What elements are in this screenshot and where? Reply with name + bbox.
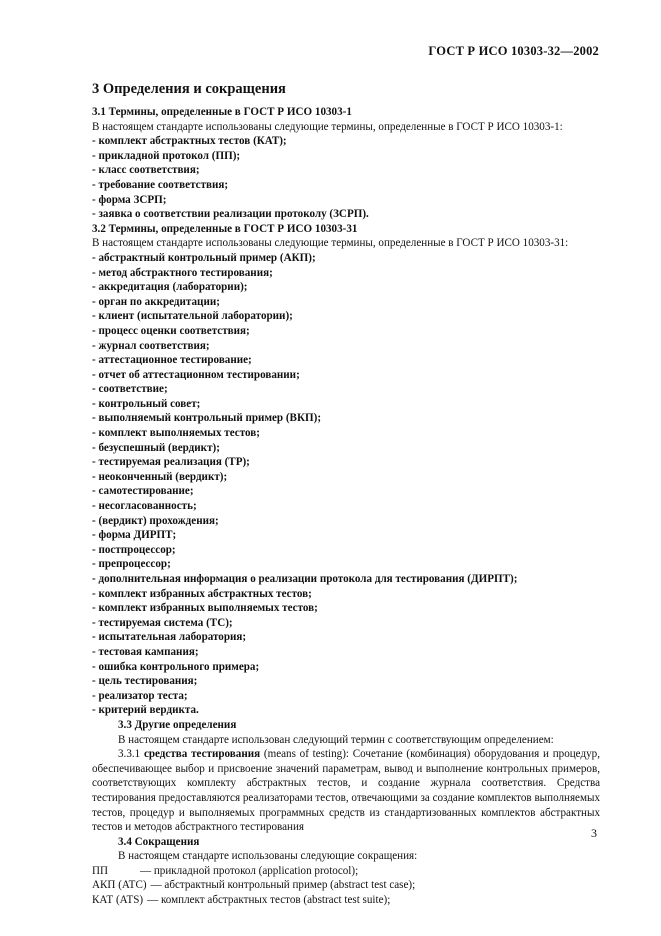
- term-list-item: - клиент (испытательной лаборатории);: [92, 310, 293, 323]
- definition-body: (means of testing): Сочетание (комбинация) оборудования и процедур, обеспечивающее выбор и присвоение значений параметрам, вывод и выполнение контрольных примеров, соответствующих комплекту абстрактных тестов, и создание журнала соответствия. Средства тестирования предоставляются реализаторами тестов, отвечающими за создание комплектов выполняемых тестов, процедур и выполняемых программных средств из стандартизованных комплектов абстрактных тестов и методов абстрактного тестирования: [92, 748, 600, 834]
- term-list-item: - несогласованность;: [92, 500, 197, 513]
- abbreviation-key: КАТ (ATS): [92, 894, 144, 907]
- term-list-item: - процесс оценки соответствия;: [92, 324, 250, 337]
- abbreviation-value: — абстрактный контрольный пример (abstract test case);: [150, 879, 416, 892]
- subsection-3-3-intro: В настоящем стандарте использован следующий термин с соответствующим определением:: [118, 733, 554, 746]
- term-list-item: - дополнительная информация о реализации протокола для тестирования (ДИРПТ);: [92, 573, 518, 585]
- subsection-3-1-heading: 3.1 Термины, определенные в ГОСТ Р ИСО 10303-1: [92, 106, 352, 118]
- definition-3-3-1: [92, 747, 600, 835]
- document-body: [92, 105, 600, 908]
- abbreviation-value: — комплект абстрактных тестов (abstract test suite);: [147, 894, 391, 907]
- term-list-item: - форма ЗСРП;: [92, 193, 167, 206]
- term-list-item: - контрольный совет;: [92, 397, 201, 410]
- subsection-3-3-heading: 3.3 Другие определения: [118, 718, 237, 731]
- term-list-item: - требование соответствия;: [92, 178, 229, 191]
- section-title: 3 Определения и сокращения: [92, 81, 286, 97]
- term-list-item: - отчет об аттестационном тестировании;: [92, 368, 300, 381]
- subsection-3-1-intro: В настоящем стандарте использованы следующие термины, определенные в ГОСТ Р ИСО 10303-1:: [92, 120, 563, 133]
- term-list-item: - тестовая кампания;: [92, 645, 199, 658]
- abbreviations-list: [92, 864, 600, 908]
- terms-list-3-2: [92, 251, 600, 718]
- term-list-item: - комплект избранных выполняемых тестов;: [92, 602, 318, 615]
- term-list-item: - препроцессор;: [92, 558, 171, 571]
- term-list-item: - комплект выполняемых тестов;: [92, 427, 260, 440]
- term-list-item: - аттестационное тестирование;: [92, 354, 252, 367]
- page-number: 3: [591, 826, 597, 840]
- definition-number: 3.3.1: [118, 748, 141, 761]
- subsection-3-4-intro: В настоящем стандарте использованы следующие сокращения:: [118, 850, 418, 863]
- abbreviation-key: ПП: [92, 864, 109, 877]
- term-list-item: - тестируемая система (ТС);: [92, 616, 233, 629]
- term-list-item: - безуспешный (вердикт);: [92, 441, 220, 454]
- term-list-item: - абстрактный контрольный пример (АКП);: [92, 251, 316, 264]
- term-list-item: - форма ДИРПТ;: [92, 529, 177, 542]
- term-list-item: - цель тестирования;: [92, 675, 198, 688]
- term-list-item: - метод абстрактного тестирования;: [92, 266, 273, 279]
- term-list-item: - аккредитация (лаборатории);: [92, 281, 248, 294]
- abbreviation-value: — прикладной протокол (application protocol);: [140, 864, 359, 877]
- abbreviation-row: [92, 893, 600, 908]
- term-list-item: - реализатор теста;: [92, 689, 188, 702]
- term-list-item: - класс соответствия;: [92, 164, 200, 177]
- term-list-item: - выполняемый контрольный пример (ВКП);: [92, 412, 322, 425]
- term-list-item: - орган по аккредитации;: [92, 295, 220, 308]
- subsection-3-4-heading: 3.4 Сокращения: [118, 835, 200, 848]
- term-list-item: - самотестирование;: [92, 485, 194, 498]
- document-code-header: ГОСТ Р ИСО 10303-32—2002: [428, 44, 599, 58]
- term-list-item: - заявка о соответствии реализации протоколу (ЗСРП).: [92, 208, 369, 221]
- term-list-item: - постпроцессор;: [92, 543, 176, 556]
- term-list-item: - критерий вердикта.: [92, 704, 199, 717]
- subsection-3-2-heading: 3.2 Термины, определенные в ГОСТ Р ИСО 10303-31: [92, 222, 358, 235]
- term-list-item: - соответствие;: [92, 383, 168, 396]
- term-list-item: - журнал соответствия;: [92, 339, 210, 352]
- term-list-item: - тестируемая реализация (ТР);: [92, 456, 250, 469]
- subsection-3-2-intro: В настоящем стандарте использованы следующие термины, определенные в ГОСТ Р ИСО 10303-31:: [92, 237, 569, 250]
- term-list-item: - испытательная лаборатория;: [92, 631, 247, 644]
- terms-list-3-1: [92, 134, 600, 222]
- definition-term: средства тестирования: [143, 748, 261, 761]
- abbreviation-row: [92, 878, 600, 893]
- term-list-item: - прикладной протокол (ПП);: [92, 149, 241, 162]
- term-list-item: - неоконченный (вердикт);: [92, 470, 228, 483]
- term-list-item: - (вердикт) прохождения;: [92, 514, 219, 527]
- term-list-item: - ошибка контрольного примера;: [92, 660, 260, 673]
- term-list-item: - комплект избранных абстрактных тестов;: [92, 587, 312, 600]
- term-list-item: - комплект абстрактных тестов (КАТ);: [92, 135, 287, 148]
- abbreviation-key: АКП (ATC): [92, 879, 147, 892]
- abbreviation-row: [92, 864, 600, 879]
